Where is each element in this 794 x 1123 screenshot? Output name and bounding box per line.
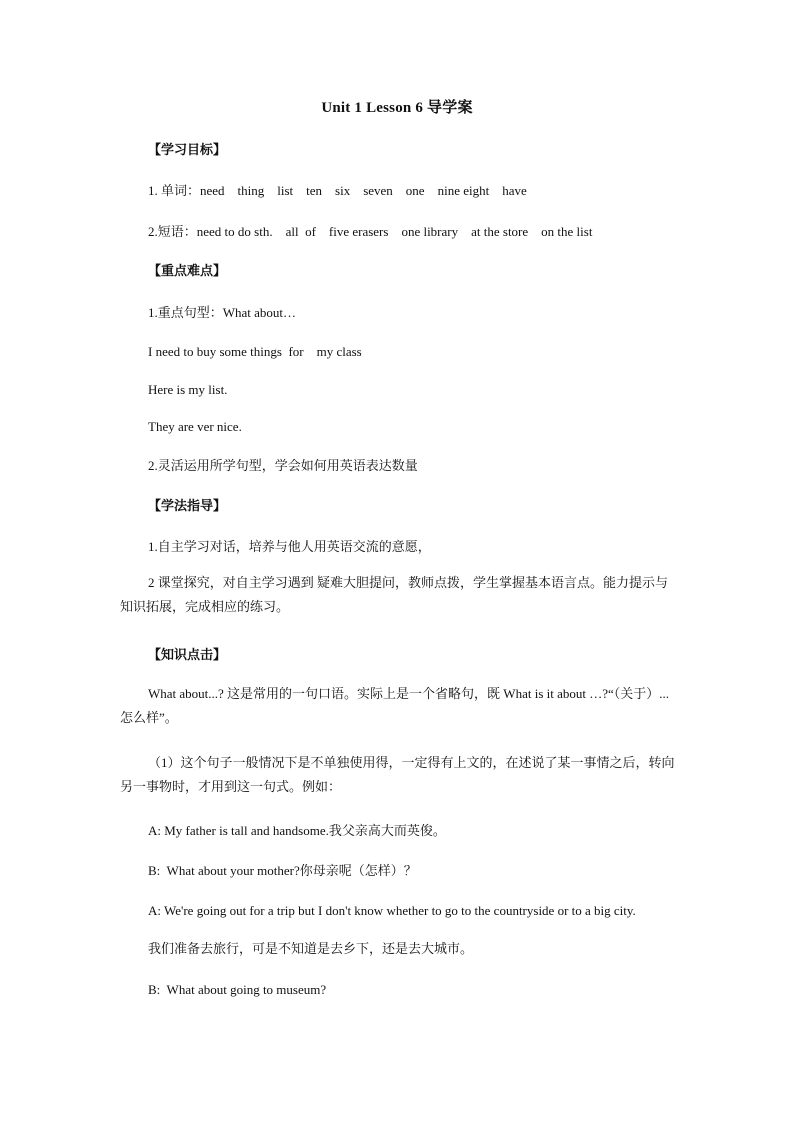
section-heading-knowledge: 【知识点击】 [148,647,227,662]
method-item-2: 2 课堂探究，对自主学习遇到 疑难大胆提问，教师点拨，学生掌握基本语言点。能力提示与知识拓展，完成相应的练习。 [120,575,669,614]
example-a-2: A: We're going out for a trip but I don't know whether to go to the countryside or to a big city. [148,903,636,918]
section-heading-keypoints: 【重点难点】 [148,263,227,278]
page-title: Unit 1 Lesson 6 导学案 [321,100,473,116]
keypoints-example-1: I need to buy some things for my class [148,344,362,359]
section-heading-method: 【学法指导】 [148,498,227,513]
example-b-2: B: What about going to museum? [148,982,327,997]
keypoints-sentence-pattern: 1.重点句型：What about… [148,305,297,320]
section-heading-objectives: 【学习目标】 [148,142,227,157]
keypoints-example-3: They are ver nice. [148,419,242,434]
example-a-2-translation: 我们准备去旅行，可是不知道是去乡下，还是去大城市。 [148,941,474,956]
keypoints-goal: 2.灵活运用所学句型，学会如何用英语表达数量 [148,458,418,473]
keypoints-example-2: Here is my list. [148,382,228,397]
example-a-1: A: My father is tall and handsome.我父亲高大而英俊。 [148,823,446,838]
objectives-phrases: 2.短语：need to do sth. all of five erasers one library at the store on the list [148,224,593,239]
knowledge-paragraph-1: What about...? 这是常用的一句口语。实际上是一个省略句，既 What is it about …?“（关于）...怎么样”。 [120,686,670,725]
objectives-vocabulary: 1. 单词：need thing list ten six seven one nine eight have [148,183,527,198]
example-b-1: B: What about your mother?你母亲呢（怎样）？ [148,863,417,878]
method-item-1: 1.自主学习对话，培养与他人用英语交流的意愿， [148,539,431,554]
knowledge-paragraph-2: （1）这个句子一般情况下是不单独使用得，一定得有上文的，在述说了某一事情之后，转向另一事物时，才用到这一句式。例如： [120,755,675,794]
